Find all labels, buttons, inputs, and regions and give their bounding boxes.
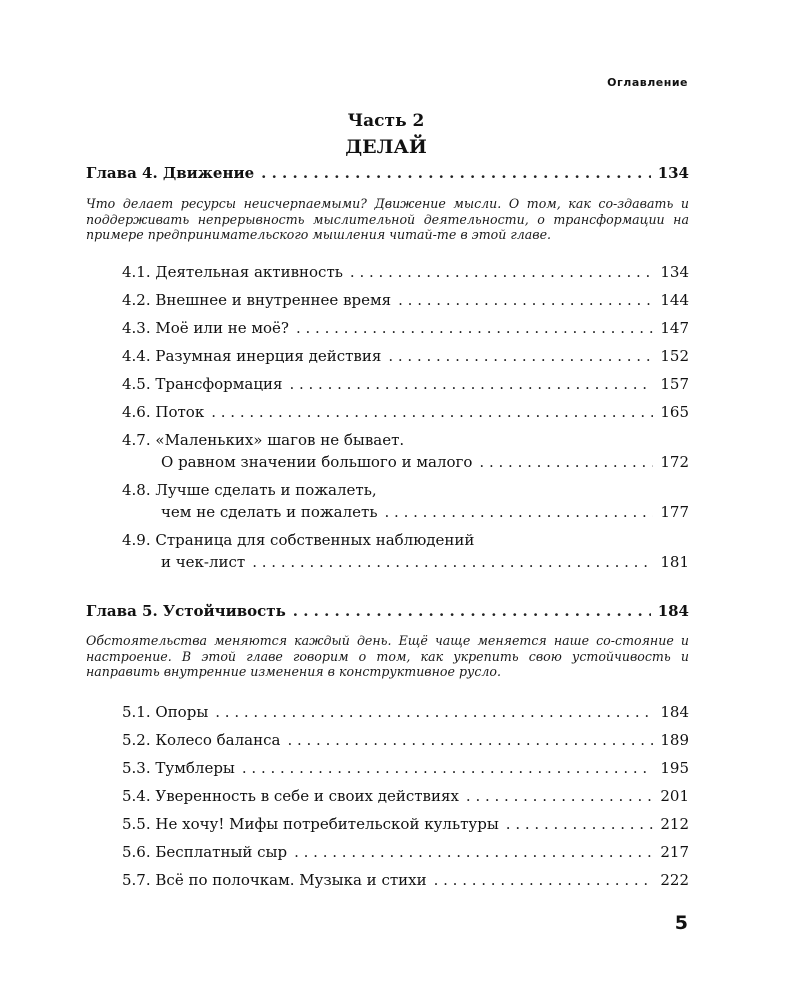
page-number: 189	[660, 731, 689, 749]
entry-label: 4.4. Разумная инерция действия	[122, 347, 382, 365]
toc-entry-4-1[interactable]	[122, 263, 689, 281]
dot-leader	[398, 291, 653, 309]
page-number: 172	[660, 453, 689, 471]
toc-entry-5-5[interactable]	[122, 815, 689, 833]
toc-entry-4-7-line1[interactable]: 4.7. «Маленьких» шагов не бывает.	[122, 431, 405, 449]
toc-entry-5-2[interactable]	[122, 731, 689, 749]
chapter-4-description: Что делает ресурсы неисчерпаемыми? Движение мысли. О том, как со-здавать и поддерживать непрерывность мыслительной деятельности, о трансформации на примере предпринимательского мышления читай-те в этой главе.	[86, 196, 689, 242]
entry-label: 4.6. Поток	[122, 403, 205, 421]
entry-label: 4.5. Трансформация	[122, 375, 283, 393]
entry-label: 5.2. Колесо баланса	[122, 731, 281, 749]
entry-label: 5.4. Уверенность в себе и своих действиях	[122, 787, 459, 805]
dot-leader	[242, 759, 653, 777]
chapter-5-description: Обстоятельства меняются каждый день. Ещё чаще меняется наше со-стояние и настроение. В этой главе говорим о том, как укрепить свою устойчивость и направить внутренние изменения в конструктивное русло.	[86, 633, 689, 679]
toc-entry-4-9-line1[interactable]: 4.9. Страница для собственных наблюдений	[122, 531, 475, 549]
toc-entry-4-8-line1[interactable]: 4.8. Лучше сделать и пожалеть,	[122, 481, 377, 499]
dot-leader	[289, 375, 653, 393]
running-header: Оглавление	[607, 76, 688, 89]
toc-entry-4-8[interactable]	[122, 503, 689, 521]
dot-leader	[385, 503, 654, 521]
part-title: ДЕЛАЙ	[345, 136, 427, 158]
page-number: 201	[660, 787, 689, 805]
page-number: 184	[660, 703, 689, 721]
dot-leader	[388, 347, 653, 365]
entry-label: 4.2. Внешнее и внутреннее время	[122, 291, 392, 309]
dot-leader	[466, 787, 653, 805]
toc-entry-5-3[interactable]	[122, 759, 689, 777]
toc-entry-4-6[interactable]	[122, 403, 689, 421]
toc-entry-4-7[interactable]	[122, 453, 689, 471]
entry-label: чем не сделать и пожалеть	[161, 503, 378, 521]
page-number: 134	[660, 263, 689, 281]
dot-leader	[293, 602, 651, 620]
toc-entry-5-7[interactable]	[122, 871, 689, 889]
page-folio: 5	[674, 912, 688, 934]
page-number: 134	[657, 164, 689, 182]
toc-entry-4-2[interactable]	[122, 291, 689, 309]
dot-leader	[294, 843, 653, 861]
dot-leader	[296, 319, 653, 337]
entry-label: О равном значении большого и малого	[161, 453, 473, 471]
page-number: 157	[660, 375, 689, 393]
toc-entry-4-4[interactable]	[122, 347, 689, 365]
dot-leader	[350, 263, 653, 281]
page-number: 195	[660, 759, 689, 777]
dot-leader	[261, 164, 651, 182]
page-number: 181	[660, 553, 689, 571]
toc-entry-5-4[interactable]	[122, 787, 689, 805]
dot-leader	[287, 731, 653, 749]
page-number: 212	[660, 815, 689, 833]
chapter-title: Глава 4. Движение	[86, 164, 255, 182]
toc-chapter-4[interactable]	[86, 164, 689, 182]
entry-label: 5.5. Не хочу! Мифы потребительской культуры	[122, 815, 499, 833]
page-number: 222	[660, 871, 689, 889]
entry-label: 5.3. Тумблеры	[122, 759, 235, 777]
page-number: 177	[660, 503, 689, 521]
dot-leader	[215, 703, 653, 721]
page-number: 144	[660, 291, 689, 309]
page-number: 165	[660, 403, 689, 421]
dot-leader	[434, 871, 654, 889]
entry-label: 5.6. Бесплатный сыр	[122, 843, 288, 861]
entry-label: и чек-лист	[161, 553, 246, 571]
dot-leader	[252, 553, 653, 571]
page-number: 152	[660, 347, 689, 365]
chapter-title: Глава 5. Устойчивость	[86, 602, 286, 620]
page-number: 217	[660, 843, 689, 861]
toc-entry-5-6[interactable]	[122, 843, 689, 861]
toc-chapter-5[interactable]	[86, 602, 689, 620]
entry-label: 5.1. Опоры	[122, 703, 209, 721]
page-number: 184	[657, 602, 689, 620]
page-number: 147	[660, 319, 689, 337]
part-number: Часть 2	[347, 111, 425, 131]
toc-entry-4-3[interactable]	[122, 319, 689, 337]
entry-label: 4.3. Моё или не моё?	[122, 319, 289, 337]
entry-label: 4.1. Деятельная активность	[122, 263, 343, 281]
toc-entry-4-9[interactable]	[122, 553, 689, 571]
dot-leader	[479, 453, 653, 471]
dot-leader	[506, 815, 654, 833]
entry-label: 5.7. Всё по полочкам. Музыка и стихи	[122, 871, 427, 889]
dot-leader	[211, 403, 653, 421]
toc-entry-5-1[interactable]	[122, 703, 689, 721]
toc-entry-4-5[interactable]	[122, 375, 689, 393]
